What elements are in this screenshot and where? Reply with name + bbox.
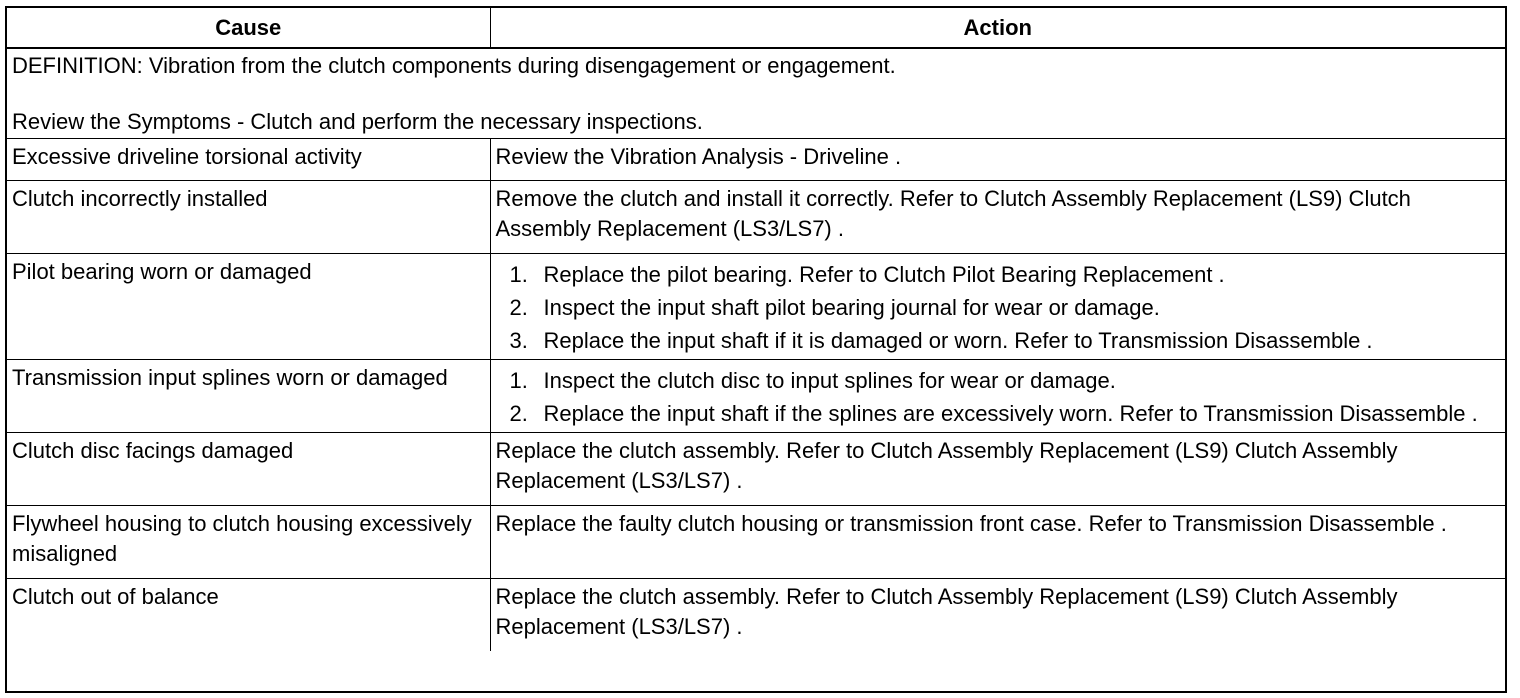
action-cell: Review the Vibration Analysis - Driveline .: [490, 139, 1505, 181]
cause-column-header: Cause: [7, 8, 490, 48]
step-number: 3.: [509, 328, 528, 353]
table-row: [7, 433, 1505, 506]
diagnostic-table-frame: [5, 6, 1507, 693]
definition-text: DEFINITION: Vibration from the clutch components during disengagement or engagement.: [12, 53, 896, 78]
action-step: [496, 366, 1501, 396]
cause-cell: Clutch out of balance: [7, 579, 490, 652]
cause-cell: Excessive driveline torsional activity: [7, 139, 490, 181]
definition-row: [7, 48, 1505, 139]
definition-cell: [7, 48, 1505, 139]
action-step: [496, 326, 1501, 356]
cause-cell: Clutch incorrectly installed: [7, 181, 490, 254]
action-cell: [490, 360, 1505, 433]
action-cell: Replace the clutch assembly. Refer to Clutch Assembly Replacement (LS9) Clutch Assembly Replacement (LS3/LS7) .: [490, 433, 1505, 506]
step-text: Inspect the input shaft pilot bearing journal for wear or damage.: [543, 295, 1160, 320]
table-row: [7, 254, 1505, 360]
table-row: [7, 506, 1505, 579]
action-steps-list: [496, 366, 1501, 429]
step-number: 2.: [509, 295, 528, 320]
cause-cell: Transmission input splines worn or damaged: [7, 360, 490, 433]
cause-cell: Pilot bearing worn or damaged: [7, 254, 490, 360]
header-row: [7, 8, 1505, 48]
action-step: [496, 293, 1501, 323]
table-row: [7, 579, 1505, 652]
action-cell: Replace the faulty clutch housing or transmission front case. Refer to Transmission Disassemble .: [490, 506, 1505, 579]
diagnostic-table: [7, 8, 1505, 651]
action-step: [496, 260, 1501, 290]
action-steps-list: [496, 260, 1501, 356]
step-number: 1.: [509, 262, 528, 287]
action-cell: Remove the clutch and install it correctly. Refer to Clutch Assembly Replacement (LS9) Clutch Assembly Replacement (LS3/LS7) .: [490, 181, 1505, 254]
table-row: [7, 181, 1505, 254]
step-number: 1.: [509, 368, 528, 393]
table-row: [7, 139, 1505, 181]
step-text: Replace the input shaft if it is damaged or worn. Refer to Transmission Disassemble .: [543, 328, 1373, 353]
action-cell: [490, 254, 1505, 360]
step-text: Inspect the clutch disc to input splines for wear or damage.: [543, 368, 1116, 393]
step-text: Replace the input shaft if the splines are excessively worn. Refer to Transmission Disassemble .: [543, 401, 1478, 426]
review-text: Review the Symptoms - Clutch and perform the necessary inspections.: [12, 109, 703, 134]
action-step: [496, 399, 1501, 429]
cause-cell: Clutch disc facings damaged: [7, 433, 490, 506]
step-text: Replace the pilot bearing. Refer to Clutch Pilot Bearing Replacement .: [543, 262, 1225, 287]
action-cell: Replace the clutch assembly. Refer to Clutch Assembly Replacement (LS9) Clutch Assembly Replacement (LS3/LS7) .: [490, 579, 1505, 652]
table-row: [7, 360, 1505, 433]
action-column-header: Action: [490, 8, 1505, 48]
step-number: 2.: [509, 401, 528, 426]
cause-cell: Flywheel housing to clutch housing excessively misaligned: [7, 506, 490, 579]
